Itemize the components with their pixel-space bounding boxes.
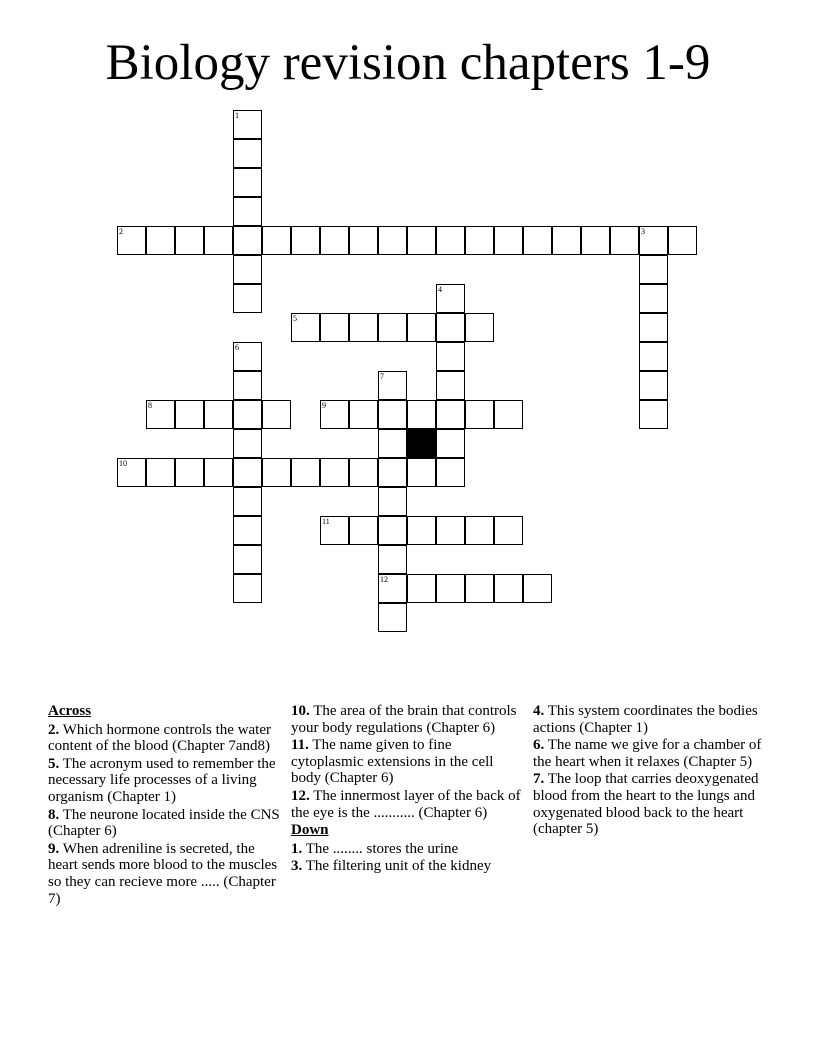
grid-cell[interactable] [436,284,465,313]
grid-cell[interactable] [639,284,668,313]
clue-text: The neurone located inside the CNS (Chapter 6) [48,806,280,840]
clue-across-9 [48,841,283,907]
grid-cell[interactable] [233,400,262,429]
clue-number-label: 3 [641,227,645,236]
grid-cell[interactable] [465,516,494,545]
grid-cell[interactable] [349,313,378,342]
grid-cell[interactable] [378,487,407,516]
grid-cell[interactable] [378,371,407,400]
grid-cell[interactable] [204,458,233,487]
grid-cell[interactable] [175,400,204,429]
clue-number-label: 6 [235,343,239,352]
grid-cell[interactable] [146,458,175,487]
grid-cell[interactable] [639,400,668,429]
grid-cell[interactable] [465,313,494,342]
clues-column-3 [533,703,768,839]
clue-number: 12. [291,787,310,804]
grid-cell[interactable] [146,226,175,255]
grid-cell[interactable] [146,400,175,429]
across-heading: Across [48,703,92,719]
grid-cell[interactable] [610,226,639,255]
clue-number-label: 2 [119,227,123,236]
clue-number-label: 1 [235,111,239,120]
clue-text: The ........ stores the urine [305,840,459,857]
grid-cell[interactable] [233,255,262,284]
clue-text: The area of the brain that controls your body regulations (Chapter 6) [291,703,517,736]
grid-cell[interactable] [378,313,407,342]
down-heading: Down [291,822,329,839]
grid-cell[interactable] [436,371,465,400]
grid-cell[interactable] [204,226,233,255]
clue-number: 3. [291,858,303,875]
clue-text: This system coordinates the bodies actions (Chapter 1) [533,703,758,736]
grid-cell[interactable] [117,458,146,487]
black-cell [407,429,436,458]
grid-cell[interactable] [436,574,465,603]
clue-text: The innermost layer of the back of the eye is the ........... (Chapter 6) [291,787,521,821]
clue-number-label: 7 [380,372,384,381]
grid-cell[interactable] [552,226,581,255]
grid-cell[interactable] [291,458,320,487]
grid-cell[interactable] [639,226,668,255]
clue-number: 11. [291,737,309,754]
grid-cell[interactable] [378,603,407,632]
clue-number: 6. [533,737,545,754]
grid-cell[interactable] [291,313,320,342]
grid-cell[interactable] [494,574,523,603]
clue-number: 5. [48,755,60,772]
clue-number-label: 10 [119,459,127,468]
grid-cell[interactable] [407,400,436,429]
grid-cell[interactable] [262,400,291,429]
clue-across-8 [48,807,283,840]
grid-cell[interactable] [668,226,697,255]
clue-number-label: 12 [380,575,388,584]
grid-cell[interactable] [436,400,465,429]
clue-number-label: 5 [293,314,297,323]
grid-cell[interactable] [378,574,407,603]
grid-cell[interactable] [291,226,320,255]
grid-cell[interactable] [233,458,262,487]
grid-cell[interactable] [233,371,262,400]
grid-cell[interactable] [233,197,262,226]
grid-cell[interactable] [581,226,610,255]
grid-cell[interactable] [407,226,436,255]
grid-cell[interactable] [117,226,146,255]
clue-number-label: 11 [322,517,330,526]
grid-cell[interactable] [523,574,552,603]
grid-cell[interactable] [175,226,204,255]
clue-across-11 [291,737,526,787]
clue-text: The filtering unit of the kidney [305,858,492,875]
grid-cell[interactable] [465,400,494,429]
grid-cell[interactable] [349,400,378,429]
grid-cell[interactable] [233,139,262,168]
grid-cell[interactable] [233,342,262,371]
grid-cell[interactable] [436,516,465,545]
clue-text: The name given to fine cytoplasmic extensions in the cell body (Chapter 6) [291,737,494,787]
grid-cell[interactable] [494,516,523,545]
clue-down-6 [533,737,768,770]
grid-cell[interactable] [320,458,349,487]
clue-number-label: 8 [148,401,152,410]
grid-cell[interactable] [349,516,378,545]
grid-cell[interactable] [320,313,349,342]
grid-cell[interactable] [436,226,465,255]
grid-cell[interactable] [407,516,436,545]
clue-text: The loop that carries deoxygenated blood from the heart to the lungs and oxygenated blood back to the heart (chapter 5) [533,771,759,838]
grid-cell[interactable] [378,545,407,574]
grid-cell[interactable] [233,574,262,603]
clue-number: 10. [291,703,310,719]
clue-number: 9. [48,840,60,857]
grid-cell[interactable] [233,429,262,458]
grid-cell[interactable] [262,458,291,487]
clue-down-4 [533,703,768,736]
clues-column-2 [291,703,526,876]
clue-number: 8. [48,806,60,823]
grid-cell[interactable] [378,516,407,545]
grid-cell[interactable] [233,487,262,516]
grid-cell[interactable] [320,516,349,545]
grid-cell[interactable] [233,516,262,545]
grid-cell[interactable] [262,226,291,255]
clue-number: 2. [48,721,60,738]
clue-text: When adreniline is secreted, the heart sends more blood to the muscles so they can recieve more ..... (Chapter 7) [48,840,278,907]
clue-text: The name we give for a chamber of the heart when it relaxes (Chapter 5) [533,737,762,770]
grid-cell[interactable] [233,545,262,574]
grid-cell[interactable] [378,458,407,487]
grid-cell[interactable] [436,313,465,342]
page-title: Biology revision chapters 1-9 [105,35,711,91]
grid-cell[interactable] [639,313,668,342]
grid-cell[interactable] [465,574,494,603]
clue-number-label: 4 [438,285,442,294]
clue-text: The acronym used to remember the necessary life processes of a living organism (Chapter 1) [48,755,276,805]
grid-cell[interactable] [233,226,262,255]
clue-number-label: 9 [322,401,326,410]
grid-cell[interactable] [407,313,436,342]
clue-number: 1. [291,840,303,857]
clue-across-2 [48,722,283,755]
clue-across-12 [291,788,526,821]
clue-text: Which hormone controls the water content of the blood (Chapter 7and8) [48,721,271,755]
clue-number: 7. [533,771,545,788]
grid-cell[interactable] [320,226,349,255]
grid-cell[interactable] [204,400,233,429]
grid-cell[interactable] [378,400,407,429]
grid-cell[interactable] [407,458,436,487]
grid-cell[interactable] [494,226,523,255]
clue-down-3 [291,858,526,875]
clue-down-7 [533,771,768,837]
grid-cell[interactable] [465,226,494,255]
grid-cell[interactable] [436,429,465,458]
grid-cell[interactable] [494,400,523,429]
grid-cell[interactable] [378,429,407,458]
grid-cell[interactable] [233,284,262,313]
clues-column-1 [48,703,283,908]
clue-across-5 [48,756,283,806]
clue-down-1 [291,841,526,858]
grid-cell[interactable] [378,226,407,255]
grid-cell[interactable] [436,458,465,487]
grid-cell[interactable] [233,168,262,197]
grid-cell[interactable] [639,255,668,284]
clue-across-10 [291,703,526,736]
grid-cell[interactable] [233,110,262,139]
clue-number: 4. [533,703,545,719]
grid-cell[interactable] [175,458,204,487]
grid-cell[interactable] [320,400,349,429]
grid-cell[interactable] [639,342,668,371]
grid-cell[interactable] [436,342,465,371]
grid-cell[interactable] [523,226,552,255]
grid-cell[interactable] [639,371,668,400]
grid-cell[interactable] [407,574,436,603]
grid-cell[interactable] [349,458,378,487]
grid-cell[interactable] [349,226,378,255]
